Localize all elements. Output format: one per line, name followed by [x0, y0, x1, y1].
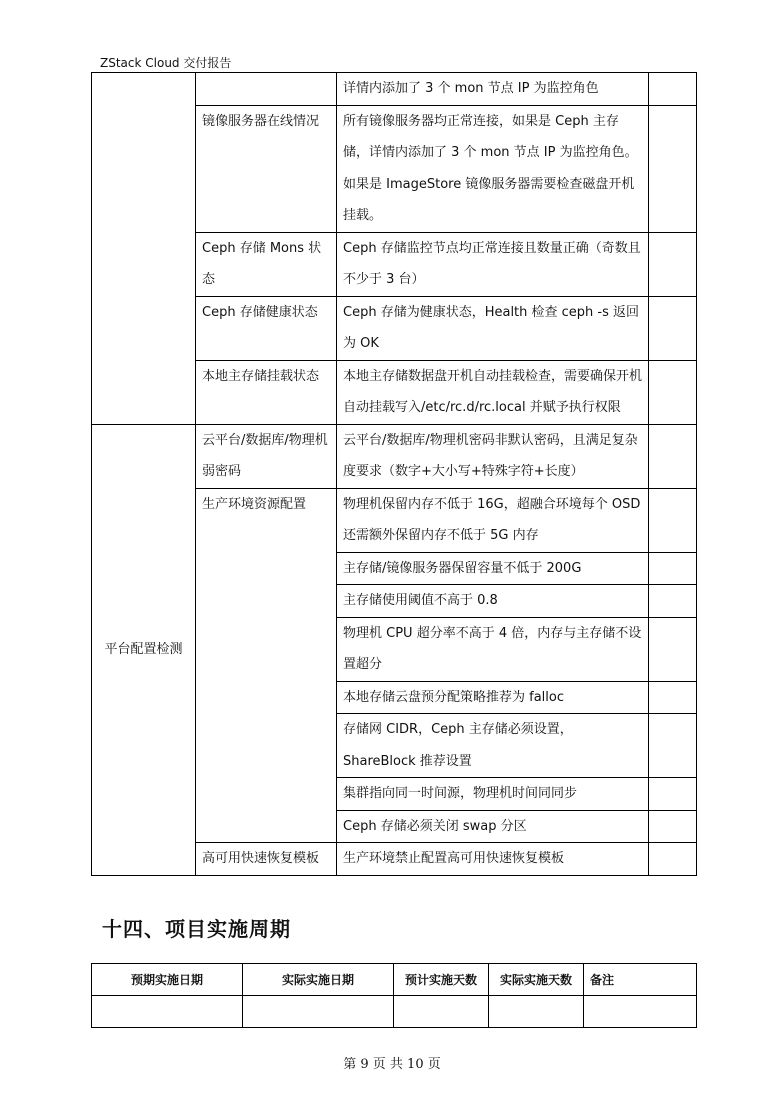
- table-header-row: [92, 964, 697, 996]
- detail-cell: 主存储/镜像服务器保留容量不低于 200G: [337, 552, 649, 585]
- result-cell: [649, 714, 697, 778]
- table-cell: [489, 996, 584, 1028]
- result-cell: [649, 488, 697, 552]
- result-cell: [649, 617, 697, 681]
- document-header: ZStack Cloud 交付报告: [100, 56, 232, 70]
- page-footer: 第 9 页 共 10 页: [343, 1057, 441, 1072]
- detail-cell: 存储网 CIDR，Ceph 主存储必须设置，ShareBlock 推荐设置: [337, 714, 649, 778]
- result-cell: [649, 552, 697, 585]
- column-header: 实际实施天数: [489, 964, 584, 996]
- result-cell: [649, 585, 697, 618]
- section-title: 十四、项目实施周期: [102, 917, 291, 941]
- column-header: 实际实施日期: [243, 964, 394, 996]
- result-cell: [649, 810, 697, 843]
- result-cell: [649, 296, 697, 360]
- table-cell: [243, 996, 394, 1028]
- column-header: 预计实施天数: [394, 964, 489, 996]
- detail-cell: 所有镜像服务器均正常连接，如果是 Ceph 主存储，详情内添加了 3 个 mon 节点 IP 为监控角色。如果是 ImageStore 镜像服务器需要检查磁盘开机挂载。: [337, 105, 649, 232]
- item-cell: 云平台/数据库/物理机弱密码: [196, 424, 337, 488]
- detail-cell: Ceph 存储监控节点均正常连接且数量正确（奇数且不少于 3 台）: [337, 232, 649, 296]
- detail-cell: 主存储使用阈值不高于 0.8: [337, 585, 649, 618]
- result-cell: [649, 73, 697, 106]
- item-cell: 镜像服务器在线情况: [196, 105, 337, 232]
- item-cell: [196, 73, 337, 106]
- detail-cell: 物理机保留内存不低于 16G，超融合环境每个 OSD 还需额外保留内存不低于 5G 内存: [337, 488, 649, 552]
- category-cell: [92, 73, 196, 425]
- item-cell: Ceph 存储 Mons 状态: [196, 232, 337, 296]
- result-cell: [649, 360, 697, 424]
- result-cell: [649, 105, 697, 232]
- detail-cell: 云平台/数据库/物理机密码非默认密码，且满足复杂度要求（数字+大小写+特殊字符+长度）: [337, 424, 649, 488]
- column-header: 预期实施日期: [92, 964, 243, 996]
- detail-cell: Ceph 存储为健康状态，Health 检查 ceph -s 返回为 OK: [337, 296, 649, 360]
- detail-cell: 物理机 CPU 超分率不高于 4 倍，内存与主存储不设置超分: [337, 617, 649, 681]
- table-cell: [394, 996, 489, 1028]
- table-row: [92, 424, 697, 488]
- detail-cell: 详情内添加了 3 个 mon 节点 IP 为监控角色: [337, 73, 649, 106]
- table-row: [92, 996, 697, 1028]
- table-cell: [92, 996, 243, 1028]
- detail-cell: Ceph 存储必须关闭 swap 分区: [337, 810, 649, 843]
- result-cell: [649, 232, 697, 296]
- detail-cell: 本地主存储数据盘开机自动挂载检查，需要确保开机自动挂载写入/etc/rc.d/rc.local 并赋予执行权限: [337, 360, 649, 424]
- column-header: 备注: [584, 964, 697, 996]
- result-cell: [649, 424, 697, 488]
- detail-cell: 本地存储云盘预分配策略推荐为 falloc: [337, 681, 649, 714]
- item-cell: 高可用快速恢复模板: [196, 843, 337, 876]
- result-cell: [649, 681, 697, 714]
- result-cell: [649, 778, 697, 811]
- detail-cell: 生产环境禁止配置高可用快速恢复模板: [337, 843, 649, 876]
- table-cell: [584, 996, 697, 1028]
- result-cell: [649, 843, 697, 876]
- detail-cell: 集群指向同一时间源，物理机时间同同步: [337, 778, 649, 811]
- schedule-table: [91, 963, 697, 1028]
- table-row: [92, 73, 697, 106]
- item-cell: 本地主存储挂载状态: [196, 360, 337, 424]
- item-cell: Ceph 存储健康状态: [196, 296, 337, 360]
- item-cell: 生产环境资源配置: [196, 488, 337, 843]
- category-cell: 平台配置检测: [92, 424, 196, 875]
- check-table: [91, 72, 697, 876]
